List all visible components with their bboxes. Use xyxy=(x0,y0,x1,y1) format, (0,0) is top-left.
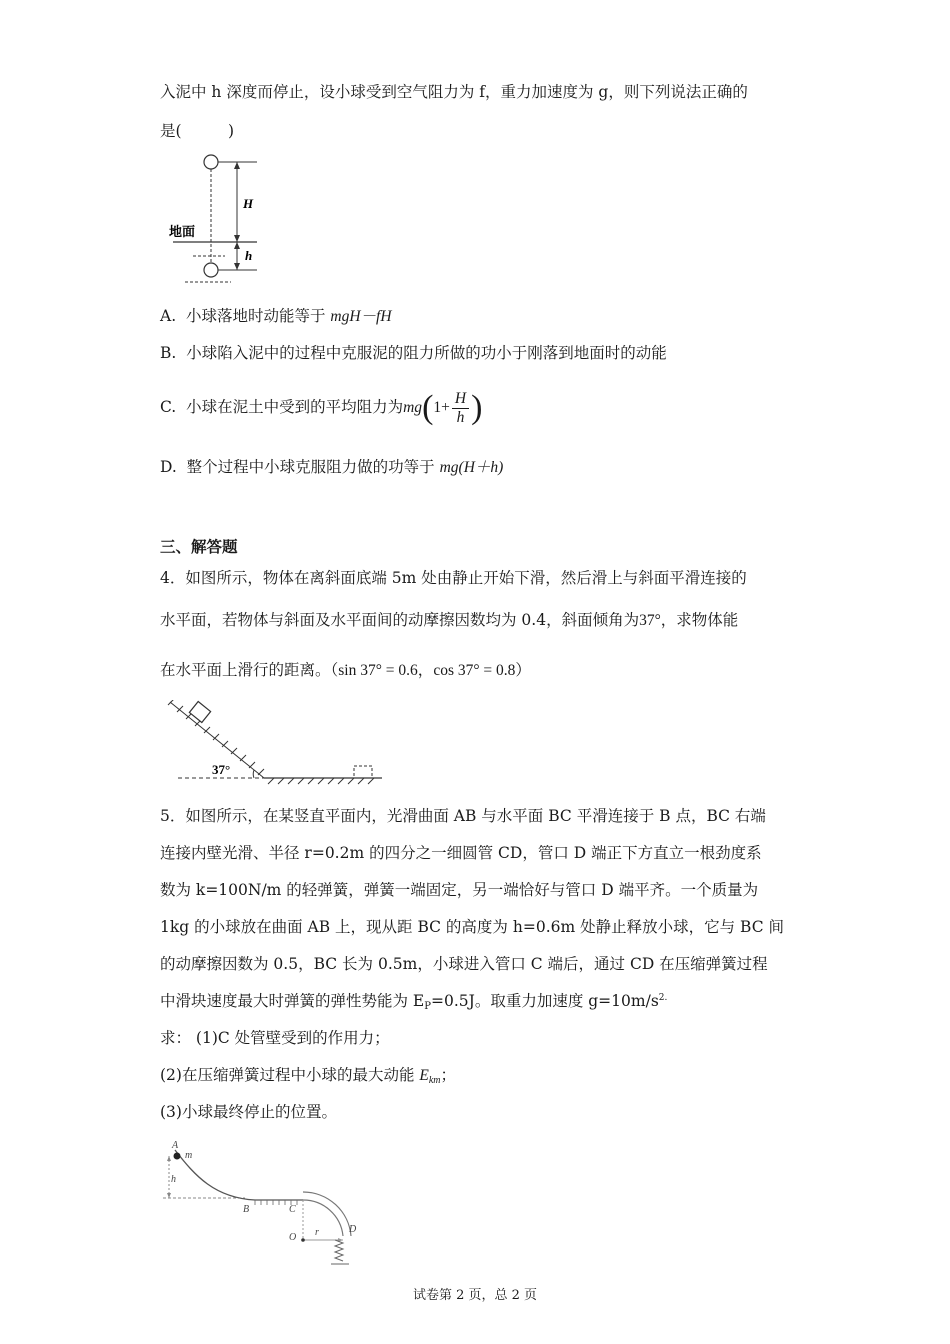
option-c-fraction xyxy=(452,390,469,427)
q4-line2-tail: ，求物体能 xyxy=(660,611,739,629)
option-a-math: mgH－fH xyxy=(330,308,392,325)
q5-ask1: 求： (1)C 处管壁受到的作用力； xyxy=(160,1029,390,1047)
q5-fig-c: C xyxy=(289,1204,296,1215)
q4-angle: 37° xyxy=(639,612,661,629)
q3-option-a xyxy=(160,306,392,327)
q4-line2-text: 水平面，若物体与斜面及水平面间的动摩擦因数均为 0.4，斜面倾角为 xyxy=(160,611,640,629)
option-c-mg: mg xyxy=(403,399,423,416)
q5-fig-h: h xyxy=(171,1174,176,1185)
q4-line3-tail: ） xyxy=(515,661,531,679)
q4-incline-figure xyxy=(160,700,390,788)
q3-fig-label-H: H xyxy=(243,196,254,211)
q3-stem-line2: 是( ) xyxy=(160,122,235,140)
q3-fig-label-ground: 地面 xyxy=(169,225,196,240)
option-c-num: H xyxy=(452,390,469,409)
page-footer: 试卷第 2 页，总 2 页 xyxy=(412,1288,538,1303)
option-d-label: D. xyxy=(160,458,177,476)
option-d-text: 整个过程中小球克服阻力做的功等于 xyxy=(186,458,440,476)
q5-fig-o: O xyxy=(289,1232,297,1243)
q4-line3-text: 在水平面上滑行的距离。（ xyxy=(160,661,339,679)
q5-ep-subscript: P xyxy=(424,1001,431,1012)
q4-line2 xyxy=(160,610,738,631)
q5-fig-m: m xyxy=(185,1150,193,1161)
q5-ask2-tail: ； xyxy=(440,1066,457,1084)
option-b-label: B. xyxy=(160,344,177,362)
option-c-den: h xyxy=(456,408,465,426)
q5-line1: 5．如图所示，在某竖直平面内，光滑曲面 AB 与水平面 BC 平滑连接于 B 点，BC 右端 xyxy=(160,807,766,825)
q3-figure xyxy=(165,150,275,288)
q4-line3: 在水平面上滑行的距离。（sin 37° = 0.6，cos 37° = 0.8） xyxy=(160,661,531,679)
q5-ask2-text: (2)在压缩弹簧过程中小球的最大动能 xyxy=(160,1066,420,1084)
q5-fig-d: D xyxy=(349,1224,357,1235)
q5-ask2-sub: km xyxy=(428,1075,441,1086)
q5-line3: 数为 k=100N/m 的轻弹簧，弹簧一端固定，另一端恰好与管口 D 端平齐。一个质量为 xyxy=(160,881,759,899)
option-a-label: A. xyxy=(160,307,177,325)
q4-cos: cos 37° = 0.8 xyxy=(433,662,516,679)
q5-line4: 1kg 的小球放在曲面 AB 上，现从距 BC 的高度为 h=0.6m 处静止释放小球，它与 BC 间 xyxy=(160,918,784,936)
q5-superscript: 2. xyxy=(658,993,668,1003)
option-a-text: 小球落地时动能等于 xyxy=(185,307,331,325)
q3-option-d xyxy=(160,457,503,478)
q5-line2: 连接内壁光滑、半径 r=0.2m 的四分之一细圆管 CD，管口 D 端正下方直立一根劲度系 xyxy=(160,844,762,862)
q5-ask3: (3)小球最终停止的位置。 xyxy=(160,1103,337,1121)
q4-line1: 4．如图所示，物体在离斜面底端 5m 处由静止开始下滑，然后滑上与斜面平滑连接的 xyxy=(160,569,747,587)
q3-fig-label-h: h xyxy=(245,248,253,263)
q3-option-c: C. 小球在泥土中受到的平均阻力为mg(1+ $\frac{H}{h}$ ) xyxy=(160,389,483,426)
option-c-label: C. xyxy=(160,398,177,416)
option-b-text: 小球陷入泥中的过程中克服泥的阻力所做的功小于刚落到地面时的动能 xyxy=(186,344,667,362)
q4-fig-angle-label: 37° xyxy=(212,762,231,777)
option-c-text: 小球在泥土中受到的平均阻力为 xyxy=(186,398,404,416)
q5-line6 xyxy=(160,991,667,1014)
q4-sin: sin 37° = 0.6 xyxy=(338,662,418,679)
option-d-math: mg(H＋h) xyxy=(439,459,504,476)
q5-line6-text: 中滑块速度最大时弹簧的弹性势能为 E xyxy=(160,992,425,1010)
q5-track-figure xyxy=(155,1136,370,1271)
q5-ask2 xyxy=(160,1065,456,1088)
q5-fig-a: A xyxy=(172,1140,179,1151)
q3-option-b xyxy=(160,343,667,363)
q3-stem-line1: 入泥中 h 深度而停止，设小球受到空气阻力为 f，重力加速度为 g，则下列说法正确的 xyxy=(160,83,748,101)
q5-fig-r: r xyxy=(315,1227,319,1238)
q5-ask2-e: E xyxy=(419,1067,429,1084)
section-title: 三、解答题 xyxy=(160,537,238,556)
option-c-one: 1+ xyxy=(433,399,450,416)
q5-line5: 的动摩擦因数为 0.5，BC 长为 0.5m，小球进入管口 C 端后，通过 CD 在压缩弹簧过程 xyxy=(160,955,768,973)
q5-fig-b: B xyxy=(243,1204,250,1215)
q5-line6-tail: =0.5J。取重力加速度 g=10m/s xyxy=(430,992,659,1010)
